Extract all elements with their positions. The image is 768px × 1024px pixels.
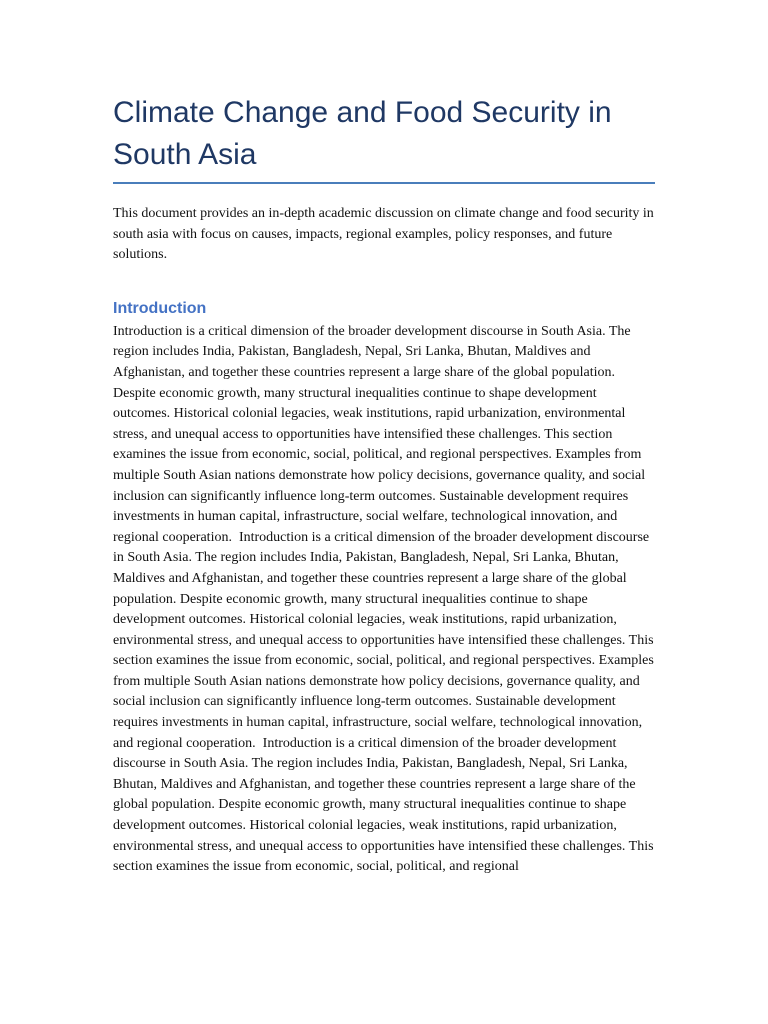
section-body-introduction: Introduction is a critical dimension of the broader development discourse in South Asia. The region includes India, Pakistan, Bangladesh, Nepal, Sri Lanka, Bhutan, Maldives and Afghanistan, and together these countries represent a large share of the global population. Despite economic growth, many structural inequalities continue to shape development outcomes. Historical colonial legacies, weak institutions, rapid urbanization, environmental stress, and unequal access to opportunities have intensified these challenges. This section examines the issue from economic, social, political, and regional perspectives. Examples from multiple South Asian nations demonstrate how policy decisions, governance quality, and social inclusion can significantly influence long-term outcomes. Sustainable development requires investments in human capital, infrastructure, social welfare, technological innovation, and regional cooperation. Introduction is a critical dimension of the broader development discourse in South Asia. The region includes India, Pakistan, Bangladesh, Nepal, Sri Lanka, Bhutan, Maldives and Afghanistan, and together these countries represent a large share of the global population. Despite economic growth, many structural inequalities continue to shape development outcomes. Historical colonial legacies, weak institutions, rapid urbanization, environmental stress, and unequal access to opportunities have intensified these challenges. This section examines the issue from economic, social, political, and regional perspectives. Examples from multiple South Asian nations demonstrate how policy decisions, governance quality, and social inclusion can significantly influence long-term outcomes. Sustainable development requires investments in human capital, infrastructure, social welfare, technological innovation, and regional cooperation. Introduction is a critical dimension of the broader development discourse in South Asia. The region includes India, Pakistan, Bangladesh, Nepal, Sri Lanka, Bhutan, Maldives and Afghanistan, and together these countries represent a large share of the global population. Despite economic growth, many structural inequalities continue to shape development outcomes. Historical colonial legacies, weak institutions, rapid urbanization, environmental stress, and unequal access to opportunities have intensified these challenges. This section examines the issue from economic, social, political, and regional bbox=[113, 323, 658, 875]
document-abstract: This document provides an in-depth academic discussion on climate change and food security in south asia with focus on causes, impacts, regional examples, policy responses, and future solutions. bbox=[113, 206, 654, 263]
document-title: Climate Change and Food Security in South Asia bbox=[113, 92, 655, 184]
section-heading-introduction: Introduction bbox=[113, 299, 207, 317]
document-page bbox=[113, 92, 658, 878]
